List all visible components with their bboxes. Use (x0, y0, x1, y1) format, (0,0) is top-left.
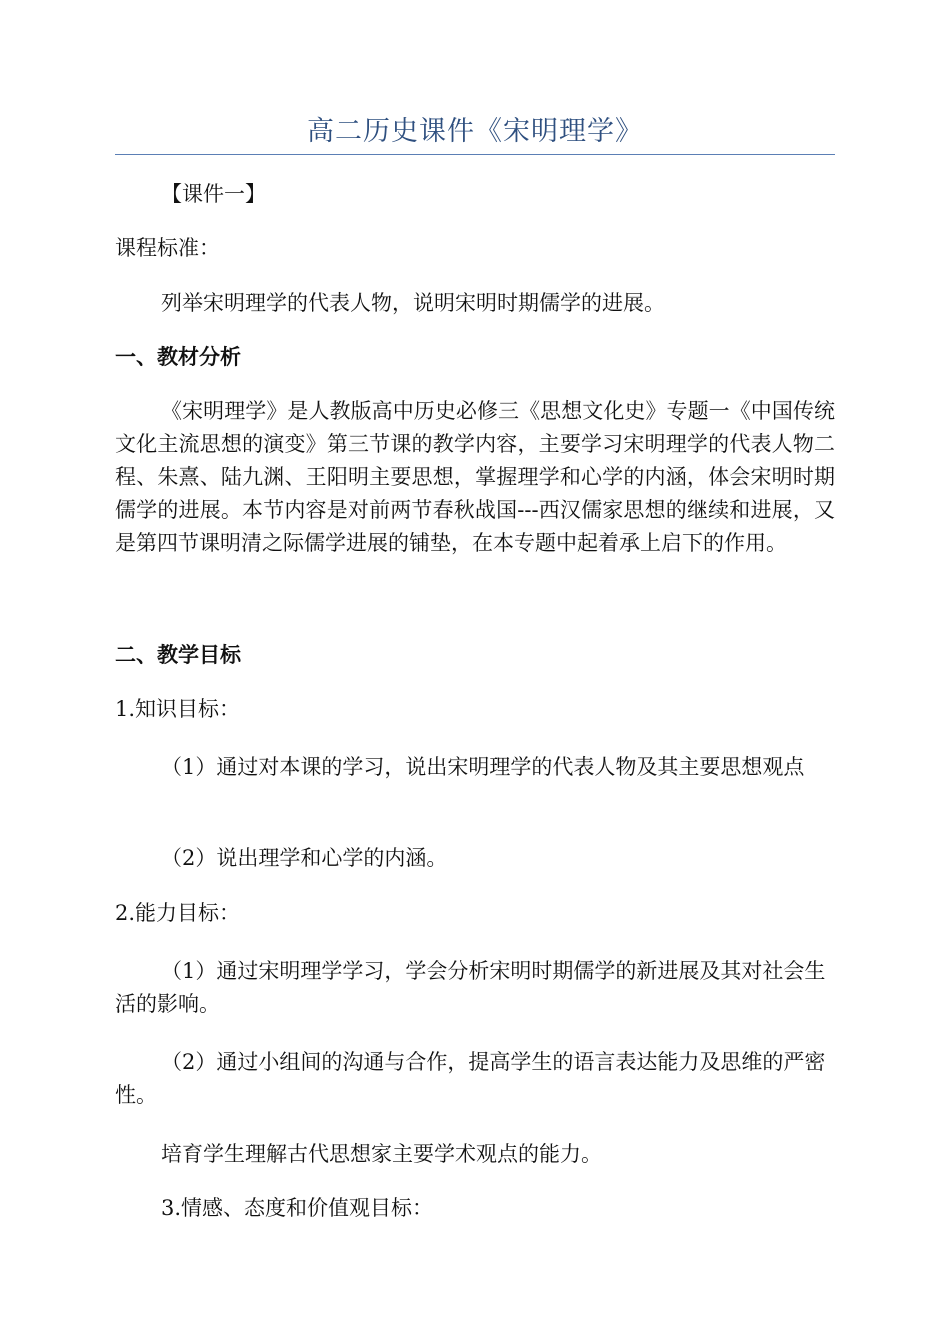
knowledge-goal-heading: 1.知识目标： (115, 697, 241, 721)
ability-goal-item-1: （1）通过宋明理学学习，学会分析宋明时期儒学的新进展及其对社会生活的影响。 (115, 959, 826, 1016)
courseware-label: 【课件一】 (161, 182, 266, 206)
ability-goal-item-3: 培育学生理解古代思想家主要学术观点的能力。 (161, 1142, 602, 1166)
ability-goal-item-2: （2）通过小组间的沟通与合作，提高学生的语言表达能力及思维的严密性。 (115, 1050, 826, 1107)
section-heading-teaching-goals: 二、教学目标 (115, 643, 241, 667)
course-standard-heading: 课程标准： (115, 236, 220, 260)
title-underline (115, 154, 835, 155)
document-title: 高二历史课件《宋明理学》 (307, 116, 643, 147)
material-analysis-paragraph: 《宋明理学》是人教版高中历史必修三《思想文化史》专题一《中国传统文化主流思想的演变》第三节课的教学内容，主要学习宋明理学的代表人物二程、朱熹、陆九渊、王阳明主要思想，掌握理学和心学的内涵，体会宋明时期儒学的进展。本节内容是对前两节春秋战国---西汉儒家思想的继续和进展，又是第四节课明清之际儒学进展的铺垫，在本专题中起着承上启下的作用。 (115, 399, 835, 555)
emotion-goal-heading: 3.情感、态度和价值观目标： (161, 1196, 434, 1220)
ability-goal-heading: 2.能力目标： (115, 901, 241, 925)
section-heading-material-analysis: 一、教材分析 (115, 345, 241, 369)
knowledge-goal-item-1: （1）通过对本课的学习，说出宋明理学的代表人物及其主要思想观点 (161, 755, 805, 779)
knowledge-goal-item-2: （2）说出理学和心学的内涵。 (161, 846, 448, 870)
course-standard-text: 列举宋明理学的代表人物，说明宋明时期儒学的进展。 (161, 291, 665, 315)
